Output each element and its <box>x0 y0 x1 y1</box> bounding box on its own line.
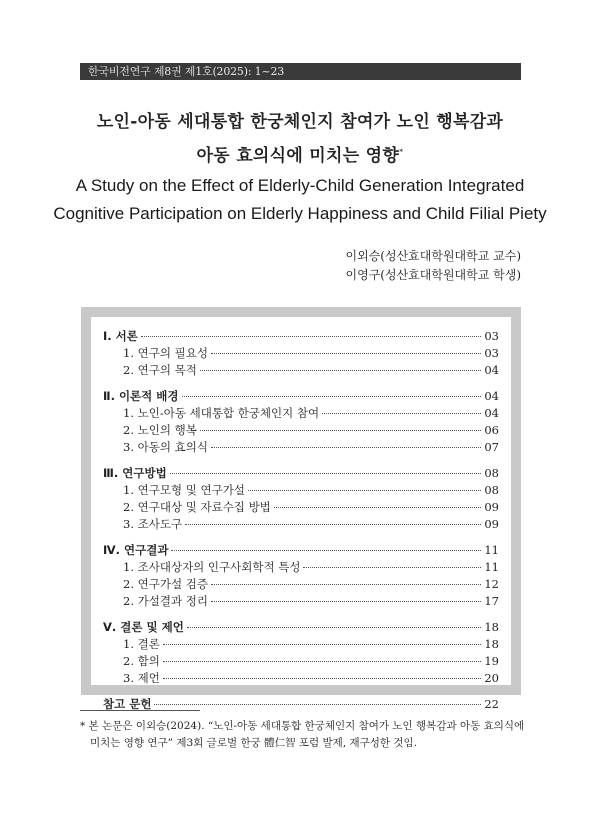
toc-page-number: 18 <box>484 620 499 634</box>
toc-page-number: 09 <box>484 500 499 514</box>
author-1: 이외승(성산효대학원대학교 교수) <box>345 249 521 263</box>
toc-label: 1. 결론 <box>123 637 160 651</box>
footnote <box>80 718 542 752</box>
toc-label: 2. 가설결과 정리 <box>123 594 208 608</box>
title-english-line1: A Study on the Effect of Elderly-Child Generation Integrated <box>75 176 525 195</box>
toc-entry <box>103 593 499 610</box>
toc-label: 2. 함의 <box>123 654 160 668</box>
toc-leader-dots <box>163 661 482 662</box>
toc-label: 2. 연구의 목적 <box>123 363 197 377</box>
toc-leader-dots <box>200 370 482 371</box>
toc-entry <box>103 362 499 379</box>
toc-label: 1. 노인-아동 세대통합 한궁체인지 참여 <box>123 406 320 420</box>
toc-section-heading <box>103 465 499 482</box>
footnote-line2: 미치는 영향 연구” 제3회 글로벌 한궁 體仁智 포럼 발제, 재구성한 것임. <box>90 737 418 749</box>
toc-section <box>103 388 499 456</box>
toc-page-number: 03 <box>484 329 499 343</box>
footnote-line1: * 본 논문은 이외승(2024). “노인-아동 세대통합 한궁체인지 참여가 노인 행복감과 아동 효의식에 <box>80 720 525 732</box>
toc-page-number: 19 <box>484 654 499 668</box>
toc-label: 1. 조사대상자의 인구사회학적 특성 <box>123 560 301 574</box>
toc-page-number: 04 <box>484 406 499 420</box>
footnote-divider <box>80 710 200 711</box>
toc-page-number: 11 <box>484 560 499 574</box>
toc-page-number: 07 <box>484 440 499 454</box>
toc-section <box>103 619 499 687</box>
toc-page-number: 04 <box>484 363 499 377</box>
journal-header: 한국비전연구 제8권 제1호(2025): 1~23 <box>80 63 521 80</box>
toc-label: Ⅰ. 서론 <box>103 329 138 343</box>
title-korean-line1: 노인-아동 세대통합 한궁체인지 참여가 노인 행복감과 <box>96 112 504 132</box>
toc-entry <box>103 345 499 362</box>
toc-leader-dots <box>154 704 481 705</box>
toc-label: Ⅱ. 이론적 배경 <box>103 389 179 403</box>
toc-entry <box>103 499 499 516</box>
toc-entry <box>103 422 499 439</box>
toc-leader-dots <box>248 490 481 491</box>
toc-page-number: 17 <box>484 594 499 608</box>
toc-leader-dots <box>211 447 481 448</box>
toc-section-heading <box>103 542 499 559</box>
toc-entry <box>103 482 499 499</box>
toc-leader-dots <box>274 507 482 508</box>
toc-entry <box>103 516 499 533</box>
toc-page-number: 04 <box>484 389 499 403</box>
toc-label: 1. 연구모형 및 연구가설 <box>123 483 245 497</box>
author-2: 이영구(성산효대학원대학교 학생) <box>345 268 521 282</box>
toc-entry <box>103 559 499 576</box>
toc-page-number: 08 <box>484 483 499 497</box>
toc-entry <box>103 405 499 422</box>
toc-section <box>103 542 499 610</box>
toc-entry <box>103 670 499 687</box>
toc-entry <box>103 653 499 670</box>
toc-section-heading <box>103 328 499 345</box>
toc-label: 3. 제언 <box>123 671 160 685</box>
toc-page-number: 20 <box>484 671 499 685</box>
toc-page-number: 09 <box>484 517 499 531</box>
toc-page-number: 03 <box>484 346 499 360</box>
author-list <box>346 247 521 285</box>
toc-leader-dots <box>182 396 482 397</box>
toc-label: 2. 연구대상 및 자료수집 방법 <box>123 500 271 514</box>
toc-section-heading <box>103 388 499 405</box>
toc-label: 1. 연구의 필요성 <box>123 346 208 360</box>
table-of-contents-frame <box>81 307 521 711</box>
table-of-contents <box>91 317 511 711</box>
toc-label: 3. 조사도구 <box>123 517 183 531</box>
toc-leader-dots <box>170 473 482 474</box>
title-korean-line2 <box>0 141 600 166</box>
toc-label: 2. 노인의 행복 <box>123 423 197 437</box>
toc-section <box>103 465 499 533</box>
toc-label: 2. 연구가설 검증 <box>123 577 208 591</box>
toc-page-number: 06 <box>484 423 499 437</box>
toc-leader-dots <box>303 567 481 568</box>
toc-label: Ⅲ. 연구방법 <box>103 466 167 480</box>
toc-section-heading <box>103 619 499 636</box>
toc-page-number: 08 <box>484 466 499 480</box>
toc-section <box>103 328 499 379</box>
toc-leader-dots <box>171 550 481 551</box>
title-korean-line2-text: 아동 효의식에 미치는 영향 <box>196 146 400 166</box>
toc-leader-dots <box>211 584 481 585</box>
toc-leader-dots <box>211 353 481 354</box>
toc-leader-dots <box>185 524 481 525</box>
toc-label: Ⅴ. 결론 및 제언 <box>103 620 184 634</box>
toc-entry <box>103 576 499 593</box>
toc-entry <box>103 439 499 456</box>
toc-page-number: 22 <box>484 697 499 711</box>
footnote-marker: * <box>399 147 404 157</box>
toc-label: 참고 문헌 <box>103 697 152 711</box>
toc-leader-dots <box>200 430 482 431</box>
toc-label: 3. 아동의 효의식 <box>123 440 208 454</box>
toc-leader-dots <box>163 644 482 645</box>
toc-leader-dots <box>163 678 482 679</box>
toc-leader-dots <box>322 413 481 414</box>
toc-entry <box>103 636 499 653</box>
title-english-line2: Cognitive Participation on Elderly Happiness and Child Filial Piety <box>53 204 547 223</box>
toc-page-number: 18 <box>484 637 499 651</box>
toc-label: Ⅳ. 연구결과 <box>103 543 169 557</box>
toc-page-number: 12 <box>484 577 499 591</box>
toc-page-number: 11 <box>484 543 499 557</box>
toc-leader-dots <box>187 627 482 628</box>
toc-leader-dots <box>141 336 481 337</box>
toc-leader-dots <box>211 601 481 602</box>
